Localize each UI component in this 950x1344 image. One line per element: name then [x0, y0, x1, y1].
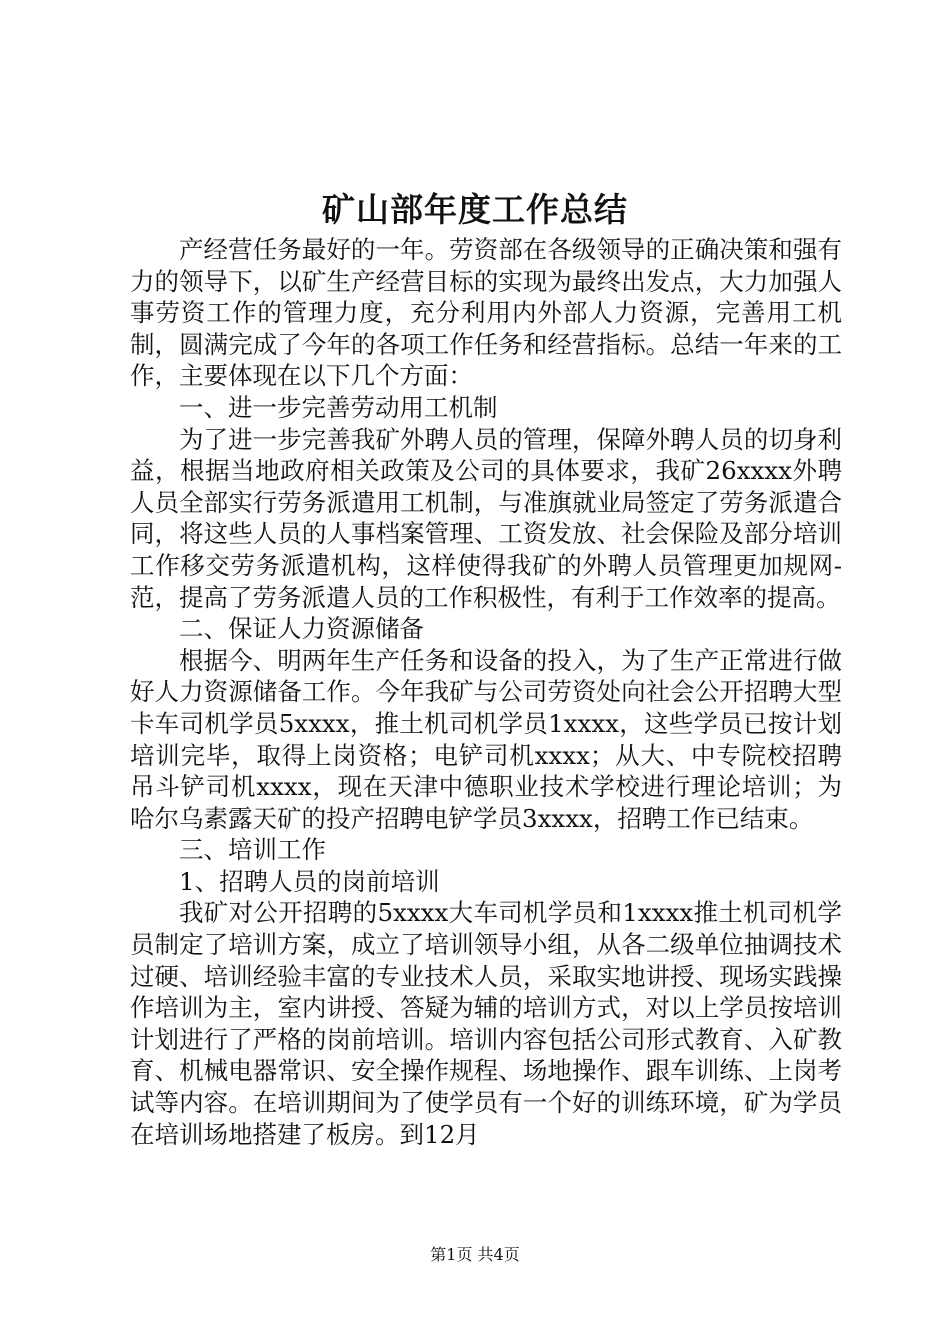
paragraph-intro: 产经营任务最好的一年。劳资部在各级领导的正确决策和强有力的领导下，以矿生产经营目标的实现为最终出发点，大力加强人事劳资工作的管理力度，充分利用内外部人力资源，完善用工机制，圆满完成了今年的各项工作任务和经营指标。总结一年来的工作，主要体现在以下几个方面：: [130, 235, 842, 391]
section-heading-3: 三、培训工作: [179, 835, 326, 865]
document-body: [130, 234, 842, 1150]
paragraph-section-3-1: 我矿对公开招聘的5xxxx大车司机学员和1xxxx推土机司机学员制定了培训方案，成立了培训领导小组，从各二级单位抽调技术过硬、培训经验丰富的专业技术人员，采取实地讲授、现场实践操作培训为主，室内讲授、答疑为辅的培训方式，对以上学员按培训计划进行了严格的岗前培训。培训内容包括公司形式教育、入矿教育、机械电器常识、安全操作规程、场地操作、跟车训练、上岗考试等内容。在培训期间为了使学员有一个好的训练环境，矿为学员在培训场地搭建了板房。到12月: [130, 898, 842, 1149]
page-footer: 第1页 共4页: [430, 1245, 520, 1264]
paragraph-section-2: 根据今、明两年生产任务和设备的投入，为了生产正常进行做好人力资源储备工作。今年我矿与公司劳资处向社会公开招聘大型卡车司机学员5xxxx，推土机司机学员1xxxx，这些学员已按计划培训完毕，取得上岗资格；电铲司机xxxx；从大、中专院校招聘吊斗铲司机xxxx，现在天津中德职业技术学校进行理论培训；为哈尔乌素露天矿的投产招聘电铲学员3xxxx，招聘工作已结束。: [130, 645, 842, 833]
section-heading-1: 一、进一步完善劳动用工机制: [179, 392, 498, 422]
subsection-heading-3-1: 1、招聘人员的岗前培训: [179, 866, 440, 896]
paragraph-section-1: 为了进一步完善我矿外聘人员的管理，保障外聘人员的切身利益，根据当地政府相关政策及公司的具体要求，我矿26xxxx外聘人员全部实行劳务派遣用工机制，与准旗就业局签定了劳务派遣合同，将这些人员的人事档案管理、工资发放、社会保险及部分培训工作移交劳务派遣机构，这样使得我矿的外聘人员管理更加规网-范，提高了劳务派遣人员的工作积极性，有利于工作效率的提高。: [130, 424, 842, 612]
document-title: 矿山部年度工作总结: [322, 190, 628, 229]
section-heading-2: 二、保证人力资源储备: [179, 614, 424, 644]
